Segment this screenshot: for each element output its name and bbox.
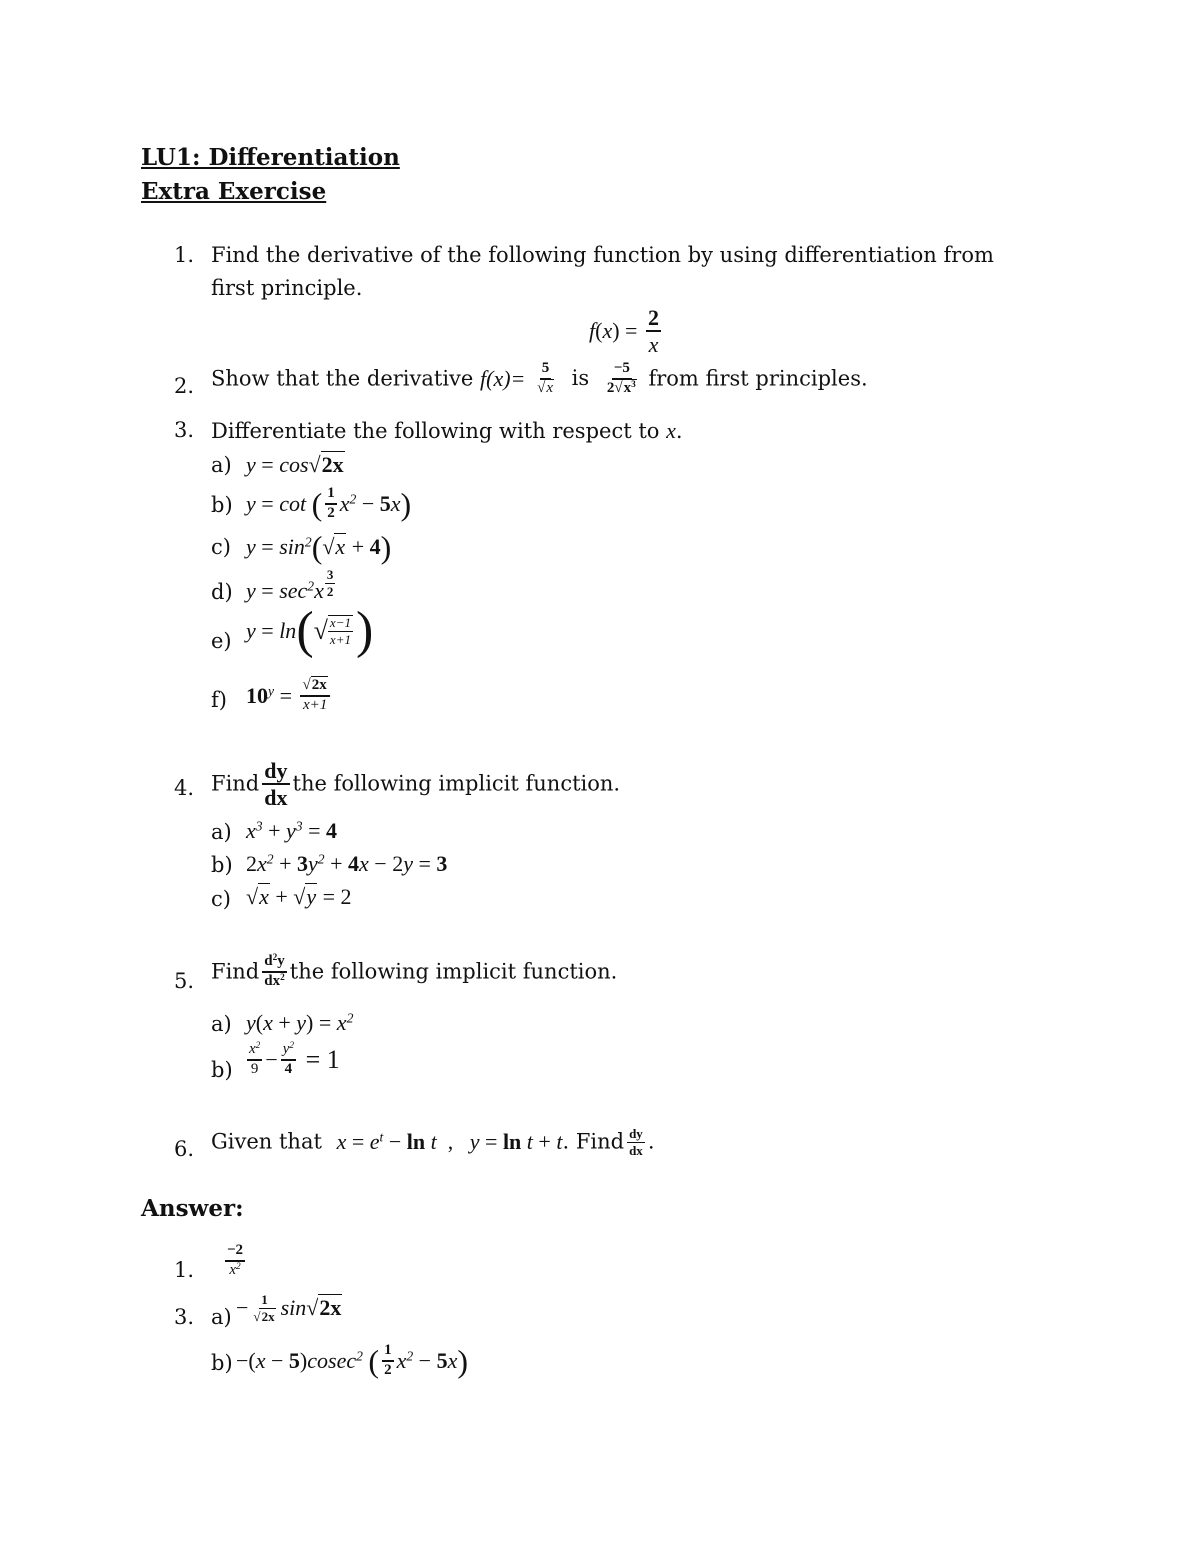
q1-formula: f(x) = $\frac{2}{x}$: [589, 305, 659, 358]
a3a-expr: − $\frac{1}{√2x}$ sin√2x: [236, 1292, 342, 1324]
q6-text-find: . Find: [562, 1129, 625, 1154]
q3c-expr: $y = \sin^2(√x + 4)$: [246, 529, 392, 565]
q3d-expr: $y = \sec^2x$ $\frac{3}{2}$: [246, 567, 334, 603]
a3b-label: b): [211, 1351, 233, 1375]
title-line2: Extra Exercise: [141, 178, 327, 205]
q3e-expr: y = ln(√ $\frac{x-1}{x+1}$ ): [246, 602, 374, 659]
q5a-label: a): [211, 1012, 232, 1036]
q3a-expr: y = cos√2x: [246, 452, 344, 477]
q6-number: 6.: [174, 1137, 195, 1161]
q3b-label: b): [211, 493, 233, 517]
q4b-expr: $2x^2 + 3y^2 + 4x - 2y = 3$: [246, 851, 448, 876]
q4-text-b: the following implicit function.: [292, 771, 621, 796]
q6-text-a: Given that: [211, 1129, 322, 1154]
a3b-expr: −(x − 5)cosec$^2$ ( $\frac{1}{2}$ $x^2 - 5x$): [236, 1342, 468, 1379]
q5-number: 5.: [174, 969, 195, 993]
a1-number: 1.: [174, 1258, 195, 1282]
q4b-label: b): [211, 853, 233, 877]
q3b-expr: y = cot ( $\frac{1}{2}$ $x^2 - 5x$): [246, 485, 412, 522]
q5-text-a: Find: [211, 959, 260, 984]
q6-expr: $x = e^t - \ln t$ , y = ln t + t: [336, 1129, 563, 1155]
a3a-label: a): [211, 1305, 232, 1329]
q4c-expr: √x + √y = 2: [246, 884, 352, 909]
q5b-expr: $\frac{x^2}{9}$ − $\frac{y^2}{4}$ = 1: [249, 1040, 340, 1077]
q2-text-a: Show that the derivative: [211, 366, 474, 391]
q3f-label: f): [211, 688, 227, 712]
a3-number: 3.: [174, 1305, 195, 1329]
q1-line2: first principle.: [211, 276, 363, 300]
q3e-label: e): [211, 629, 232, 653]
a1-expr: $\frac{-2}{x^2}$: [227, 1242, 244, 1278]
q4a-expr: $x^3 + y^3 = 4$: [246, 818, 337, 843]
q3-text: Differentiate the following with respect to: [211, 419, 660, 443]
q4-text-a: Find: [211, 771, 260, 796]
q2-frac2-num: −5: [612, 361, 632, 380]
q4-number: 4.: [174, 776, 195, 800]
q3-line: Differentiate the following with respect to x.: [211, 418, 683, 443]
q3-var: x: [666, 418, 676, 443]
q4a-label: a): [211, 820, 232, 844]
title-line1: LU1: Differentiation: [141, 144, 400, 171]
q4-line: Find $\frac{dy}{dx}$ the following implicit function.: [211, 758, 621, 811]
q3d-label: d): [211, 580, 233, 604]
q2-line: Show that the derivative f(x)= $\frac{5}{√x}$ is $\frac{-5}{2√x^3}$ from first principles.: [211, 360, 868, 396]
q1-line1: Find the derivative of the following function by using differentiation from: [211, 243, 994, 267]
answer-heading: Answer:: [141, 1195, 244, 1222]
q2-number: 2.: [174, 374, 195, 398]
q5-line: Find $\frac{d^2y}{dx^2}$ the following implicit function.: [211, 952, 618, 989]
q3-number: 3.: [174, 418, 195, 442]
q6-line: Given that $x = e^t - \ln t$ , y = ln t + t. Find $\frac{dy}{dx}$ .: [211, 1126, 655, 1158]
q2-frac1-num: 5: [540, 361, 552, 380]
q5-text-b: the following implicit function.: [289, 959, 618, 984]
q5b-label: b): [211, 1058, 233, 1082]
q5a-expr: $y(x + y) = x^2$: [246, 1010, 354, 1035]
q4c-label: c): [211, 887, 231, 911]
q3c-label: c): [211, 535, 231, 559]
q2-func: f(x)=: [480, 365, 526, 391]
q3f-expr: 10$^y$ = $\frac{√2x}{x+1}$: [246, 678, 333, 714]
q2-text-b: from first principles.: [648, 366, 868, 391]
q2-text-is: is: [571, 366, 590, 391]
q1-number: 1.: [174, 243, 195, 267]
q3a-label: a): [211, 453, 232, 477]
